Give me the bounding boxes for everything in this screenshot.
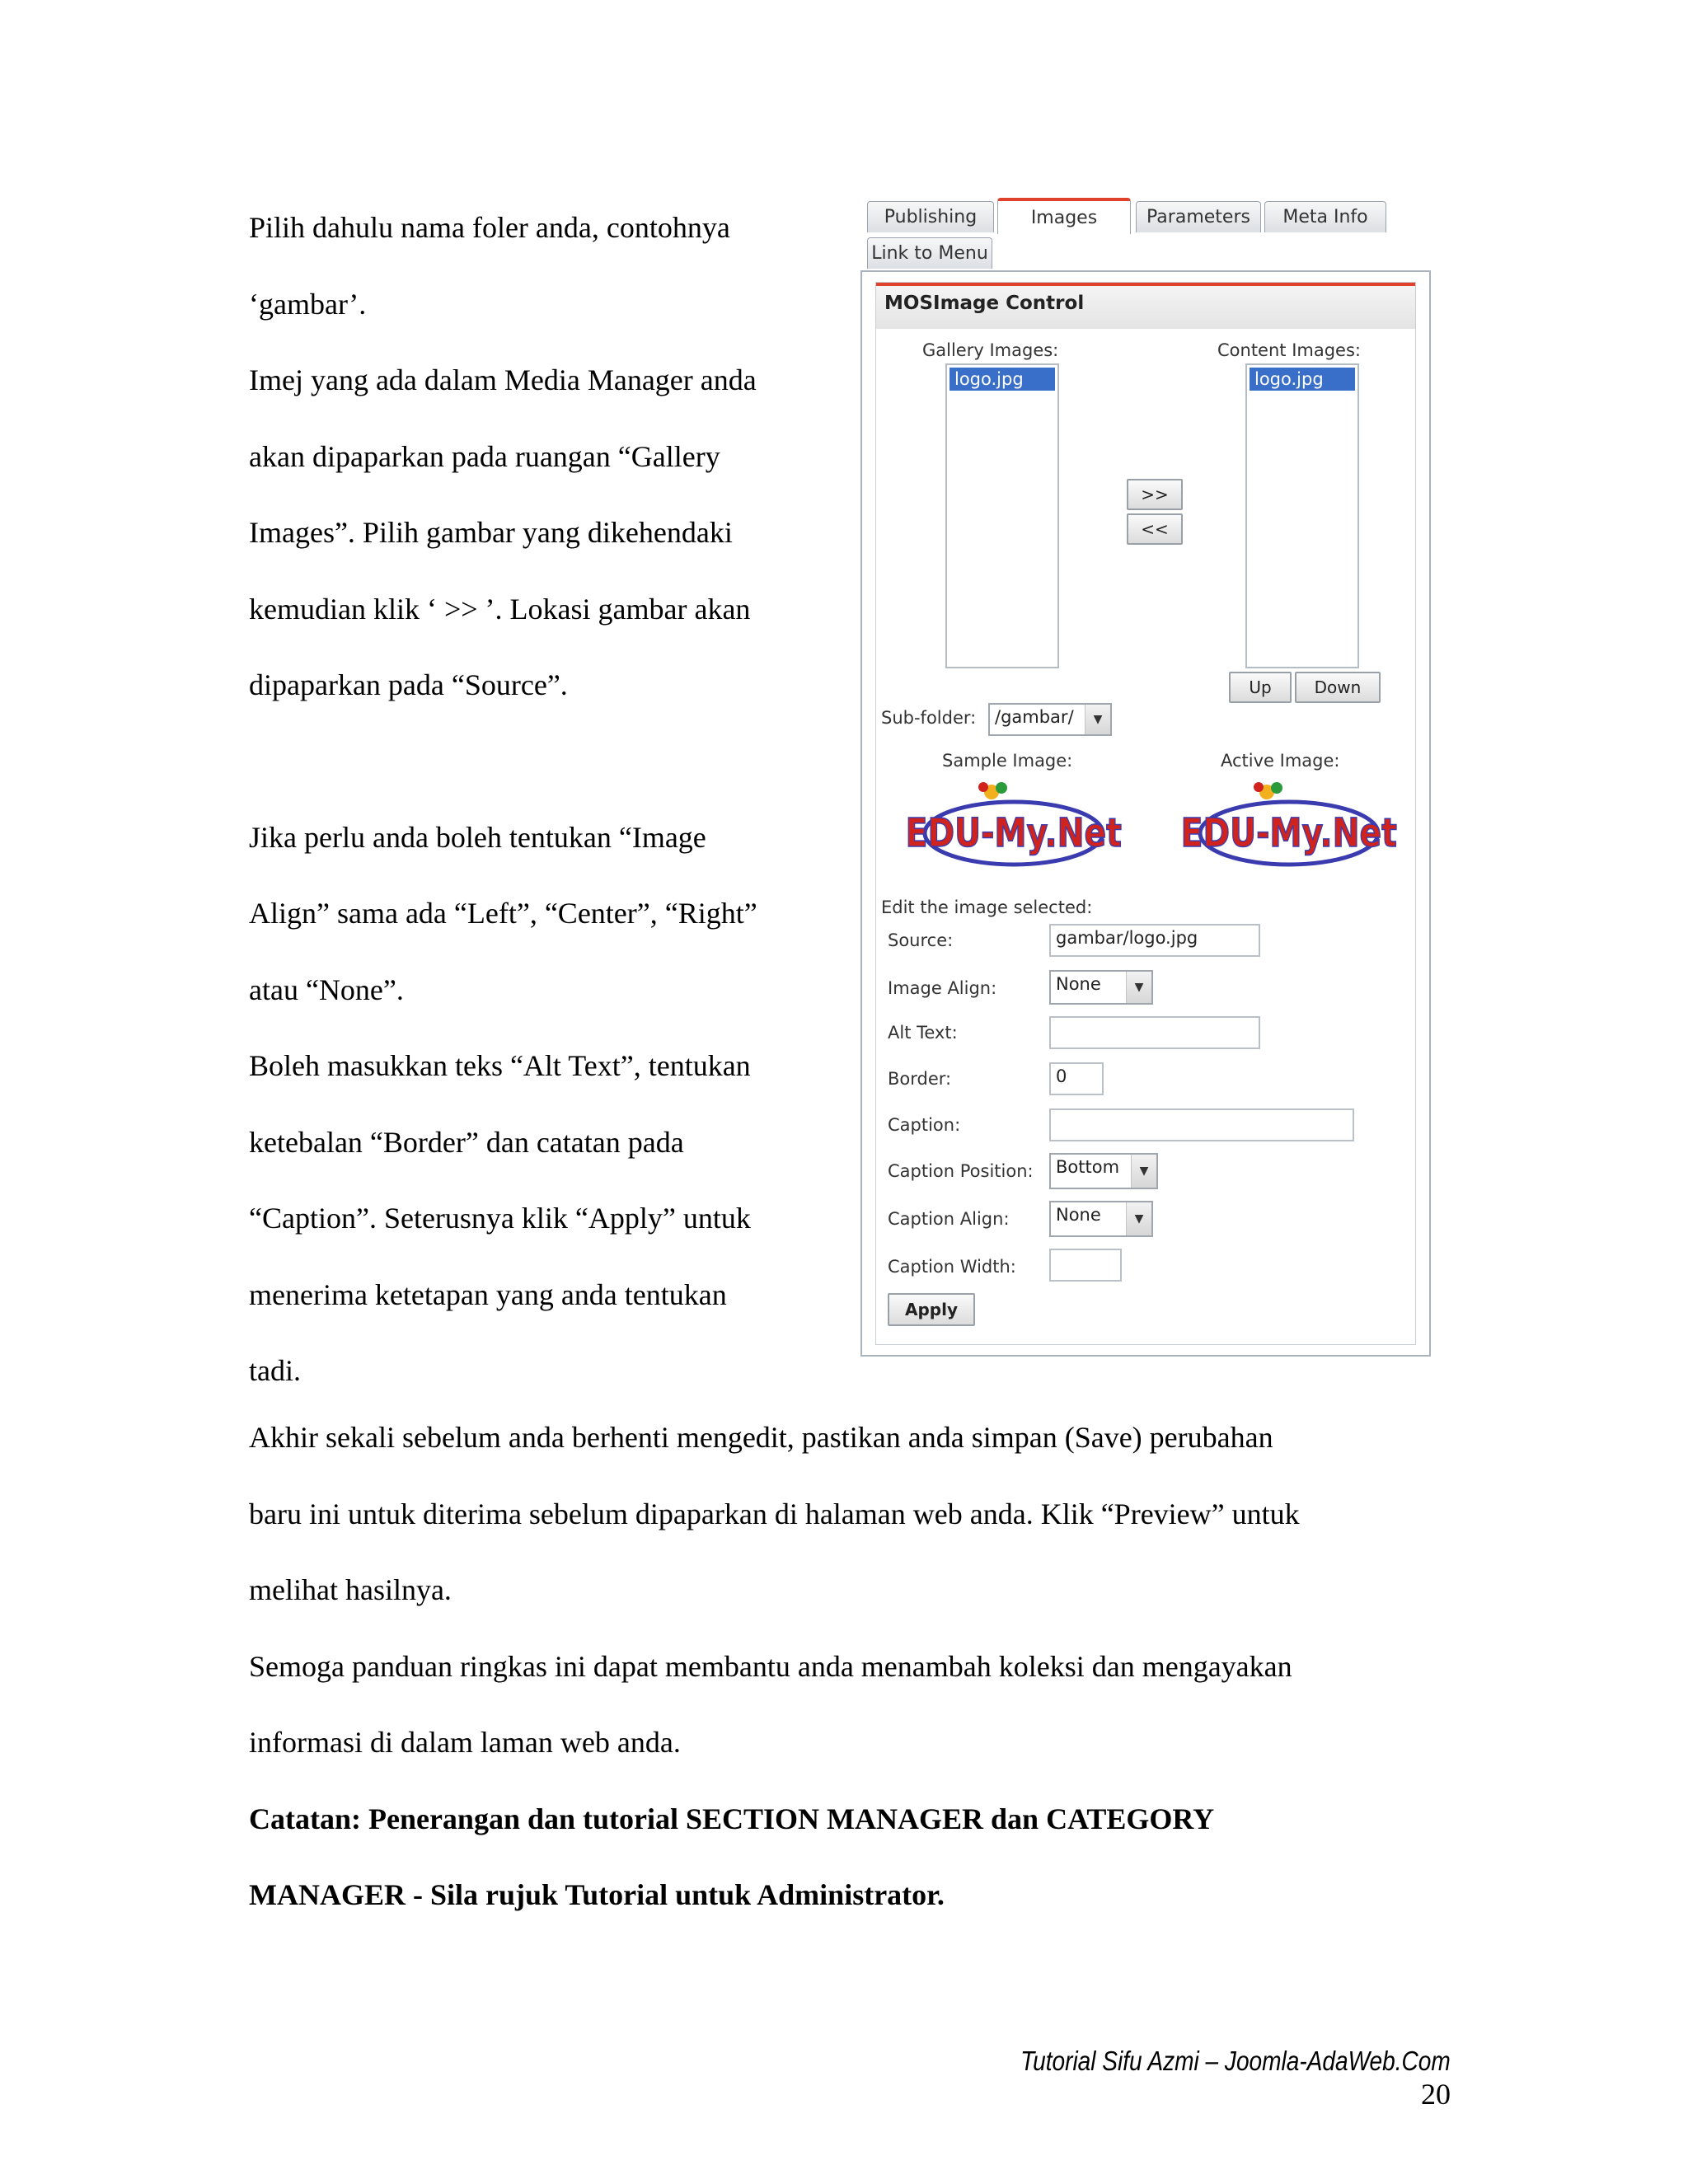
caption-align-select[interactable] bbox=[1049, 1201, 1153, 1237]
page-footer bbox=[923, 2046, 1451, 2111]
add-image-button[interactable]: >> bbox=[1127, 479, 1183, 510]
tab-publishing[interactable]: Publishing bbox=[867, 201, 994, 232]
image-align-select[interactable] bbox=[1049, 970, 1153, 1005]
chevron-down-icon: ▼ bbox=[1126, 972, 1151, 1003]
edit-selected-label: Edit the image selected: bbox=[881, 898, 1093, 917]
mosimage-screenshot bbox=[860, 198, 1434, 1360]
text-line: Jika perlu anda boleh tentukan “Image bbox=[249, 820, 706, 854]
text-line: akan dipaparkan pada ruangan “Gallery bbox=[249, 439, 720, 473]
move-down-button[interactable]: Down bbox=[1295, 672, 1381, 703]
footer-text: Tutorial Sifu Azmi – Joomla-AdaWeb.Com bbox=[1020, 2046, 1451, 2076]
border-field[interactable]: 0 bbox=[1049, 1062, 1104, 1095]
text-line: tadi. bbox=[249, 1354, 301, 1387]
text-line: melihat hasilnya. bbox=[249, 1573, 452, 1606]
text-line: ketebalan “Border” dan catatan pada bbox=[249, 1125, 684, 1159]
text-line: ‘gambar’. bbox=[249, 287, 367, 321]
active-image-label: Active Image: bbox=[1221, 751, 1340, 771]
text-line: menerima ketetapan yang anda tentukan bbox=[249, 1277, 727, 1311]
note-line: MANAGER - Sila rujuk Tutorial untuk Administrator. bbox=[249, 1878, 945, 1911]
text-line: Semoga panduan ringkas ini dapat membantu anda menambah koleksi dan mengayakan bbox=[249, 1649, 1292, 1683]
text-line: Imej yang ada dalam Media Manager anda bbox=[249, 363, 757, 396]
tab-link-to-menu[interactable]: Link to Menu bbox=[867, 237, 992, 269]
caption-align-value: None bbox=[1056, 1205, 1101, 1225]
note-line: Catatan: Penerangan dan tutorial SECTION MANAGER dan CATEGORY bbox=[249, 1802, 1215, 1835]
alt-text-field[interactable] bbox=[1049, 1016, 1260, 1049]
list-item[interactable]: logo.jpg bbox=[950, 368, 1055, 391]
move-up-button[interactable]: Up bbox=[1229, 672, 1292, 703]
content-images-label: Content Images: bbox=[1217, 340, 1361, 360]
svg-text:EDU-My.Net: EDU-My.Net bbox=[905, 810, 1122, 857]
paragraph-spacer bbox=[249, 724, 826, 799]
gallery-images-list[interactable] bbox=[945, 363, 1059, 668]
mosimage-control bbox=[875, 282, 1416, 1345]
text-line: kemudian klik ‘ >> ’. Lokasi gambar akan bbox=[249, 592, 751, 626]
apply-button[interactable]: Apply bbox=[888, 1293, 975, 1326]
chevron-down-icon: ▼ bbox=[1131, 1155, 1156, 1188]
image-align-value: None bbox=[1056, 974, 1101, 994]
text-line: Boleh masukkan teks “Alt Text”, tentukan bbox=[249, 1049, 751, 1082]
svg-text:EDU-My.Net: EDU-My.Net bbox=[1180, 810, 1397, 857]
text-line: Akhir sekali sebelum anda berhenti mengedit, pastikan anda simpan (Save) perubahan bbox=[249, 1421, 1273, 1454]
list-item[interactable]: logo.jpg bbox=[1250, 368, 1355, 391]
text-line: Pilih dahulu nama foler anda, contohnya bbox=[249, 211, 730, 244]
caption-field[interactable] bbox=[1049, 1108, 1354, 1141]
tab-meta-info[interactable]: Meta Info bbox=[1264, 201, 1386, 232]
active-image-logo bbox=[1180, 776, 1397, 883]
tab-parameters[interactable]: Parameters bbox=[1136, 201, 1261, 232]
sample-image-label: Sample Image: bbox=[942, 751, 1073, 771]
intro-text-block bbox=[249, 190, 826, 1409]
image-align-label: Image Align: bbox=[888, 978, 997, 998]
subfolder-value: /gambar/ bbox=[995, 707, 1074, 727]
caption-position-label: Caption Position: bbox=[888, 1161, 1034, 1181]
tab-images[interactable]: Images bbox=[997, 198, 1131, 234]
caption-position-select[interactable] bbox=[1049, 1153, 1158, 1189]
caption-position-value: Bottom bbox=[1056, 1157, 1120, 1177]
sample-image-logo bbox=[905, 776, 1122, 883]
images-panel bbox=[860, 270, 1431, 1357]
text-line: atau “None”. bbox=[249, 972, 404, 1006]
caption-label: Caption: bbox=[888, 1115, 961, 1135]
border-label: Border: bbox=[888, 1069, 952, 1089]
subfolder-label: Sub-folder: bbox=[881, 708, 977, 728]
source-label: Source: bbox=[888, 930, 954, 950]
caption-width-field[interactable] bbox=[1049, 1249, 1122, 1282]
source-field[interactable]: gambar/logo.jpg bbox=[1049, 924, 1260, 957]
remove-image-button[interactable]: << bbox=[1127, 513, 1183, 545]
text-line: Align” sama ada “Left”, “Center”, “Right” bbox=[249, 897, 757, 930]
closing-text-block bbox=[249, 1399, 1452, 1933]
gallery-images-label: Gallery Images: bbox=[922, 340, 1059, 360]
chevron-down-icon: ▼ bbox=[1126, 1202, 1151, 1235]
panel-title: MOSImage Control bbox=[876, 283, 1415, 329]
caption-align-label: Caption Align: bbox=[888, 1209, 1010, 1229]
subfolder-select[interactable] bbox=[988, 703, 1112, 736]
text-line: “Caption”. Seterusnya klik “Apply” untuk bbox=[249, 1202, 751, 1235]
alt-text-label: Alt Text: bbox=[888, 1023, 958, 1043]
text-line: Images”. Pilih gambar yang dikehendaki bbox=[249, 516, 733, 549]
caption-width-label: Caption Width: bbox=[888, 1257, 1016, 1277]
chevron-down-icon: ▼ bbox=[1085, 705, 1110, 734]
text-line: baru ini untuk diterima sebelum dipaparkan di halaman web anda. Klik “Preview” untuk bbox=[249, 1497, 1300, 1530]
text-line: dipaparkan pada “Source”. bbox=[249, 668, 568, 701]
content-images-list[interactable] bbox=[1245, 363, 1359, 668]
text-line: informasi di dalam laman web anda. bbox=[249, 1726, 681, 1759]
page-number: 20 bbox=[1421, 2078, 1451, 2111]
